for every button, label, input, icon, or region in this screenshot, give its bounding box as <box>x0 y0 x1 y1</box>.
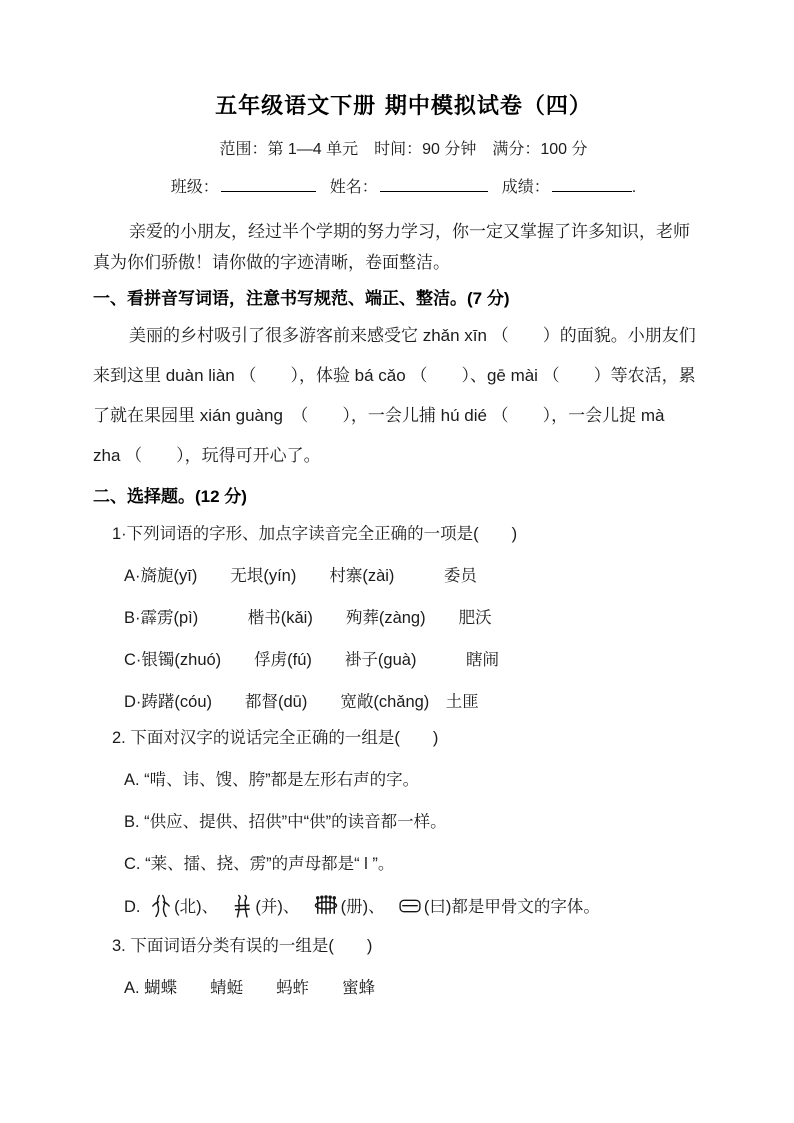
q1-option-c: C·银镯(zhuó) 俘虏(fú) 褂子(guà) 瞎闹 <box>124 651 499 669</box>
pinyin-line: 来到这里 duàn liàn （ ），体验 bá cǎo （ ）、gē mài （ ）等农活，累 <box>93 366 696 385</box>
q2-option-d-text: (曰)都是甲骨文的字体。 <box>423 898 600 916</box>
pinyin-line: zha （ ），玩得可开心了。 <box>93 446 321 465</box>
class-label: 班级： <box>170 179 219 196</box>
intro-line: 真为你们骄傲！请你做的字迹清晰，卷面整洁。 <box>93 253 450 272</box>
q2-stem: 2. 下面对汉字的说话完全正确的一组是( ) <box>112 729 439 747</box>
class-blank-line <box>221 176 316 192</box>
score-blank-line <box>552 176 632 192</box>
q2-option-d-text: (北)、 <box>174 898 227 916</box>
q1-option-a: A·旖旎(yī) 无垠(yín) 村寨(zài) 委员 <box>124 567 477 585</box>
score-label: 成绩： <box>501 179 550 196</box>
name-label: 姓名： <box>329 179 378 196</box>
pinyin-line: 美丽的乡村吸引了很多游客前来感受它 zhǎn xīn （ ）的面貌。小朋友们 <box>129 326 696 345</box>
q2-option-b: B. “供应、提供、招供”中“供”的读音都一样。 <box>124 813 447 831</box>
q2-option-c: C. “莱、擂、挠、雳”的声母都是“ l ”。 <box>124 855 395 873</box>
intro-line: 亲爱的小朋友，经过半个学期的努力学习，你一定又掌握了许多知识，老师 <box>129 222 690 241</box>
q2-option-d-text: (并)、 <box>255 898 308 916</box>
name-blank-line <box>380 176 488 192</box>
q1-option-d: D·踌躇(cóu) 都督(dū) 宽敞(chǎng) 土匪 <box>124 693 479 711</box>
q3-stem: 3. 下面词语分类有误的一组是( ) <box>112 937 373 955</box>
oracle-ce-icon <box>314 894 338 916</box>
intro-paragraph <box>93 216 714 278</box>
q1-stem: 1·下列词语的字形、加点字读音完全正确的一项是( ) <box>112 525 518 543</box>
oracle-bei-icon <box>151 894 171 918</box>
paper-title: 五年级语文下册 期中模拟试卷（四） <box>215 94 592 119</box>
oracle-yue-icon <box>399 899 421 913</box>
q1-option-b: B·霹雳(pì) 楷书(kǎi) 殉葬(zàng) 肥沃 <box>124 609 492 627</box>
paper-meta-line: 范围：第 1—4 单元 时间：90 分钟 满分：100 分 <box>219 141 588 158</box>
q2-option-d-text: (册)、 <box>340 898 393 916</box>
fields-suffix: . <box>631 179 637 196</box>
q2-option-d-label: D. <box>124 898 146 916</box>
q2-option-a: A. “啃、讳、馊、胯”都是左形右声的字。 <box>124 771 420 789</box>
pinyin-exercise-paragraph <box>93 316 714 476</box>
section1-heading: 一、看拼音写词语，注意书写规范、端正、整洁。(7 分) <box>93 289 510 308</box>
pinyin-line: 了就在果园里 xián guàng （ ），一会儿捕 hú dié （ ），一会儿捉 mà <box>93 406 665 425</box>
q2-option-d <box>93 893 714 921</box>
section2-heading: 二、选择题。(12 分) <box>93 487 247 506</box>
student-info-line <box>93 176 714 200</box>
q3-option-a: A. 蝴蝶 蜻蜓 蚂蚱 蜜蜂 <box>124 979 376 997</box>
oracle-bing-icon <box>232 894 252 918</box>
